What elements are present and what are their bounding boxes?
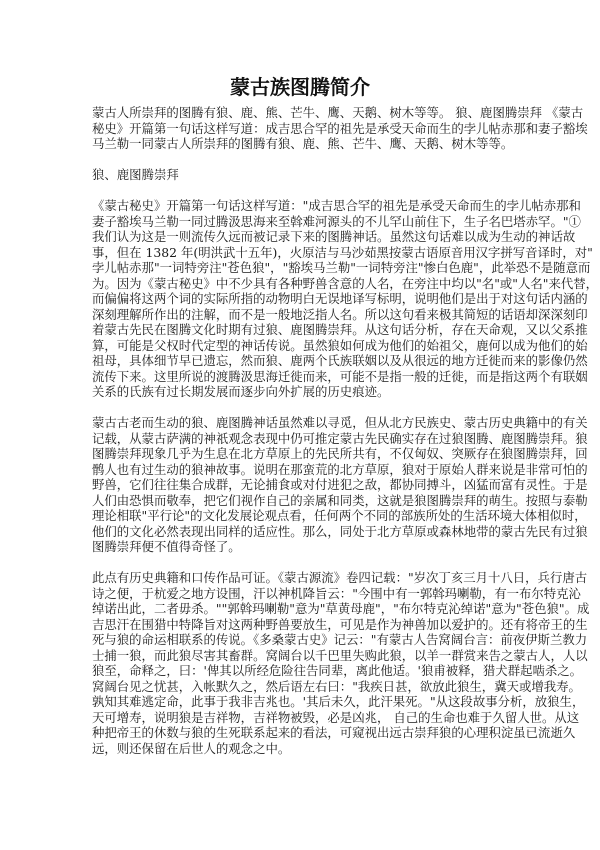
text-line: 鹘人也有过生动的狼神故事。说明在那蛮荒的北方草原，狼对于原始人群来说是非常可怕的 <box>92 461 588 477</box>
text-line: 流传下来。这里所说的渡腾汲思海迁徙而来，可能不是指一般的迁徙，而是指这两个有联姻 <box>92 368 588 384</box>
text-line: 秘史》开篇第一句话这样写道：成吉思合罕的祖先是承受天命而生的孛儿帖赤那和妻子豁埃 <box>92 120 588 136</box>
text-line: 我们认为这是一则流传久远而被记录下来的图腾神话。虽然这句话难以成为生动的神话故 <box>92 229 576 244</box>
text-line: 图腾崇拜便不值得奇怪了。 <box>92 539 241 554</box>
section-heading <box>92 167 510 183</box>
text-line: 孰知其难逃定命，此事于我非吉兆也。'其后未久，此汗果死。"从这段故事分析，放狼生， <box>92 694 585 709</box>
text-line: 野兽，它们往往集合成群，无论捕食或对付进犯之敌，都协同搏斗，凶猛而富有灵性。于是 <box>92 477 588 492</box>
text-line: 关系的氏族有过长期发展而逐步向外扩展的历史痕迹。 <box>92 384 390 399</box>
text-line: 着蒙古先民在图腾文化时期有过狼、鹿图腾崇拜。从这句话分析，存在天命观，又以父系推 <box>92 322 588 337</box>
text-line: 蒙古古老而生动的狼、鹿图腾神话虽然难以寻觅，但从北方民族史、蒙古历史典籍中的有关 <box>92 415 588 430</box>
text-line: 狼、鹿图腾崇拜 <box>92 167 179 182</box>
text-line: 天可增寿，说明狼是吉祥物，吉祥物被毁，必是凶兆， 自己的生命也难于久留人世。从这 <box>92 709 580 725</box>
text-line: 蒙古人所崇拜的图腾有狼、鹿、熊、芒牛、鹰、天鹅、树木等等。 狼、鹿图腾崇拜 《蒙古 <box>92 105 584 120</box>
text-line: 绰诺出此，二者毋杀。""郭斡玛喇勒"意为"草黄母鹿"，"布尔特克沁绰诺"意为"苍色狼"。成 <box>92 601 590 616</box>
text-line: 诗之便，于杭爱之地方设围，汗以神机降旨云："今围中有一郭斡玛喇勒，有一布尔特克沁 <box>92 585 581 601</box>
text-line: 狼至，命释之，曰：'俾其以所经危险往告同辈，离此他适。'狼甫被释，猎犬群起啮杀之。 <box>92 663 583 678</box>
text-line: 深刻理解所作出的注解，而不是一般地泛指人名。所以这句看来极其简短的话语却深深刻印 <box>92 306 588 322</box>
text-line: 妻子豁埃马兰勒一同过腾汲思海来至斡难河源头的不儿罕山前住下，生子名巴塔赤罕。"① <box>92 213 581 229</box>
text-line: 而偏偏将这两个词的实际所指的动物明白无误地译写标明，说明他们是出于对这句话内涵的 <box>92 291 588 306</box>
document-body <box>92 105 599 772</box>
paragraph <box>92 198 599 400</box>
text-line: 人们由恐惧而敬奉，把它们视作自己的亲属和同类，这就是狼图腾崇拜的萌生。按照与泰勒 <box>92 492 588 508</box>
document-title: 蒙古族图腾简介 <box>230 75 370 99</box>
text-line: 祖母，具体细节早已遗忘，然而狼、鹿两个氏族联姻以及从很远的地方迁徙而来的影像仍然 <box>92 353 588 368</box>
text-line: 种把帝王的休数与狼的生死联系起来的看法，可窥视出远古崇拜狼的心理积淀虽已流逝久 <box>92 725 576 740</box>
text-line: 吉思汗在围猎中特降旨对这两种野兽要放生，可见是作为神兽加以爱护的。还有将帝王的生 <box>92 616 588 632</box>
text-line: 远，则还保留在后世人的观念之中。 <box>92 740 291 756</box>
text-line: 士捕一狼，而此狼尽害其畜群。窝阔台以千巴里失购此狼，以羊一群赏来告之蒙古人，人以 <box>92 647 588 663</box>
paragraph <box>92 105 588 152</box>
text-line: 孛儿帖赤那"一词特旁注"苍色狼"，"豁埃马兰勒"一词特旁注"惨白色鹿"，此举恐不是随意而 <box>92 260 591 275</box>
text-line: 他们的文化必然表现出同样的适应性。那么，同处于北方草原或森林地带的蒙古先民有过狼 <box>92 523 588 539</box>
text-line: 此点有历史典籍和口传作品可证。《蒙古源流》卷四记载："岁次丁亥三月十八日，兵行唐古 <box>92 570 588 585</box>
text-line: 理论相联"平行论"的文化发展论观点看，任何两个不同的部族所处的生活环境大体相似时， <box>92 508 587 523</box>
text-line: 为。因为《蒙古秘史》中不少具有各种野兽含意的人名，在旁注中均以"名"或"人名"来代替， <box>92 275 599 291</box>
text-line: 事，但在 1382 年(明洪武十五年)，火原洁与马沙茹黑按蒙古语原音用汉字拼写音译时，对" <box>92 244 593 260</box>
text-line: 窝阔台见之忧甚，入帐默久之，然后语左右曰："我疾日甚，欲放此狼生，冀天或增我寿。 <box>92 678 581 694</box>
text-line: 图腾崇拜现象几乎为生息在北方草原上的先民所共有，不仅匈奴、突厥存在狼图腾崇拜，回 <box>92 446 588 461</box>
text-line: 马兰勒一同蒙古人所崇拜的图腾有狼、鹿、熊、芒牛、鹰、天鹅、树木等等。 <box>92 136 514 151</box>
text-line: 算，可能是父权时代定型的神话传说。虽然狼如何成为他们的始祖父，鹿何以成为他们的始 <box>92 337 588 353</box>
text-line: 《蒙古秘史》开篇第一句话这样写道："成吉思合罕的祖先是承受天命而生的孛儿帖赤那和 <box>92 198 581 213</box>
text-line: 记载，从蒙古萨满的神祇观念表现中仍可推定蒙古先民确实存在过狼图腾、鹿图腾崇拜。狼 <box>92 430 588 446</box>
text-line: 死与狼的命运相联系的传说。《多桑蒙古史》记云："有蒙古人告窝阔台言：前夜伊斯兰教力 <box>92 632 588 647</box>
paragraph <box>92 570 590 756</box>
paragraph <box>92 415 588 555</box>
